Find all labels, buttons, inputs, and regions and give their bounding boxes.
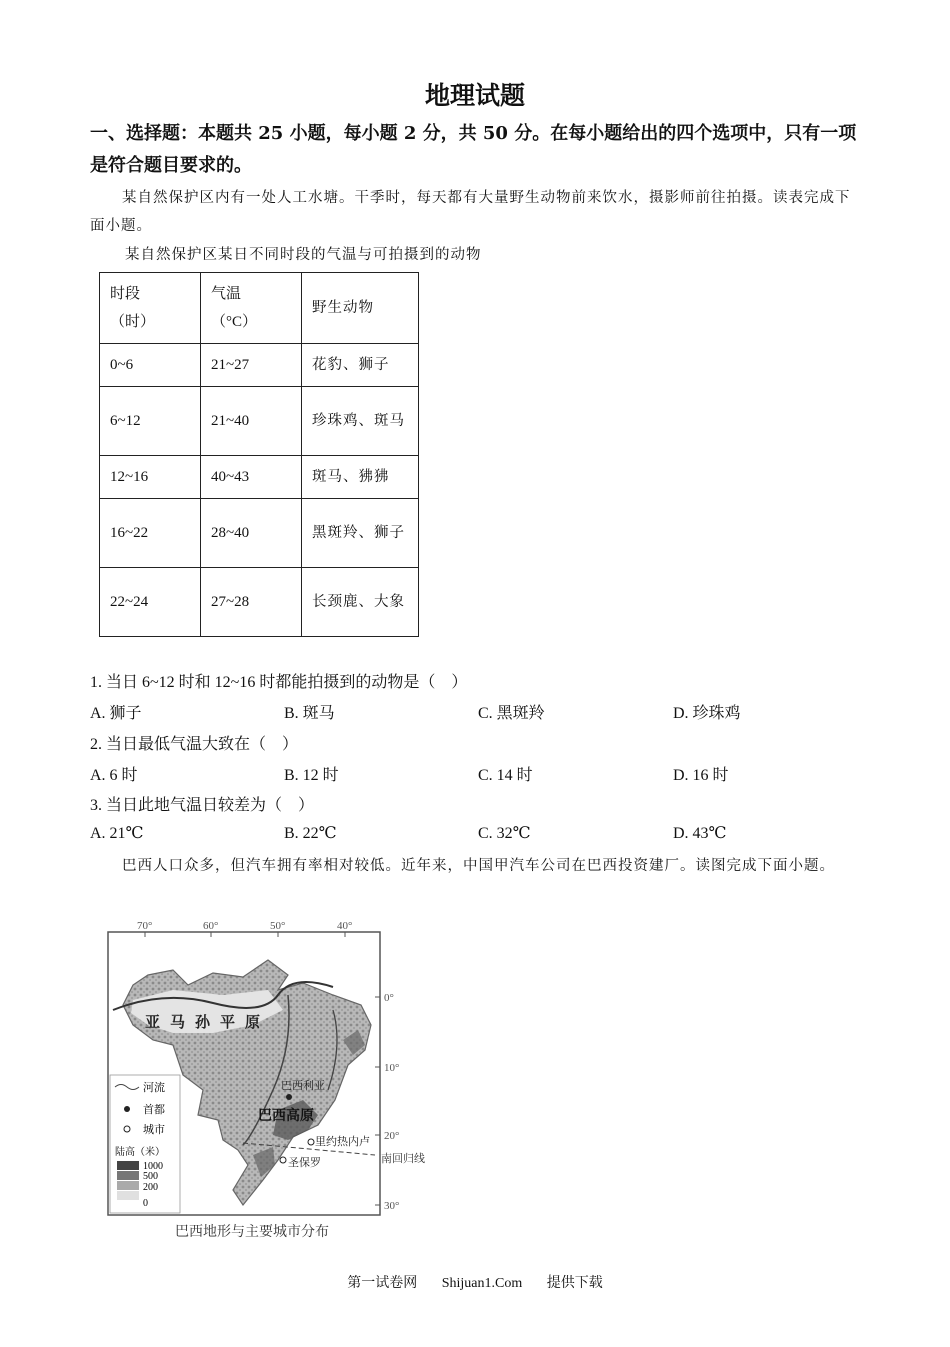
legend-level: 0 <box>143 1198 148 1209</box>
lat-label: 10° <box>384 1062 400 1074</box>
label-amazon-plain: 亚马孙平原 <box>145 1013 271 1031</box>
label-sao-paulo: 圣保罗 <box>288 1156 321 1169</box>
legend-level: 1000 <box>143 1161 163 1172</box>
table-row <box>100 456 419 499</box>
option-b[interactable]: B. 斑马 <box>284 705 335 722</box>
tropic-label: 南回归线 <box>381 1152 425 1165</box>
cell-period: 22~24 <box>100 568 201 637</box>
header-period: 时段（时） <box>100 273 201 344</box>
legend-elevation-title: 陆高（米） <box>115 1147 165 1158</box>
question-3: 3. 当日此地气温日较差为（ ） <box>90 797 315 814</box>
footer-domain[interactable]: Shijuan1.Com <box>441 1276 523 1291</box>
option-c[interactable]: C. 黑斑羚 <box>478 705 545 722</box>
passage-1 <box>90 184 865 240</box>
question-1: 1. 当日 6~12 时和 12~16 时都能拍摄到的动物是（ ） <box>90 674 468 691</box>
cell-period: 16~22 <box>100 499 201 568</box>
label-rio: 里约热内卢 <box>315 1135 370 1148</box>
lon-label: 50° <box>270 920 286 932</box>
cell-temp: 27~28 <box>201 568 302 637</box>
cell-animals: 珍珠鸡、斑马 <box>302 387 419 456</box>
capital-marker <box>286 1094 292 1100</box>
option-a[interactable]: A. 6 时 <box>90 767 138 784</box>
question-2: 2. 当日最低气温大致在（ ） <box>90 736 299 753</box>
lon-label: 60° <box>203 920 219 932</box>
lon-label: 40° <box>337 920 353 932</box>
cell-period: 0~6 <box>100 344 201 387</box>
label-brasilia: 巴西利亚 <box>281 1079 325 1092</box>
table-caption: 某自然保护区某日不同时段的气温与可拍摄到的动物 <box>125 247 482 263</box>
table-row <box>100 499 419 568</box>
option-d[interactable]: D. 43℃ <box>673 825 727 842</box>
city-marker <box>308 1139 314 1145</box>
legend-city: 城市 <box>143 1123 165 1136</box>
cell-animals: 黑斑羚、狮子 <box>302 499 419 568</box>
cell-temp: 21~40 <box>201 387 302 456</box>
map-legend <box>110 1075 180 1213</box>
map-caption: 巴西地形与主要城市分布 <box>175 1224 329 1240</box>
passage-1-text: 某自然保护区内有一处人工水塘。干季时，每天都有大量野生动物前来饮水，摄影师前往拍摄。读表完成下面小题。 <box>90 190 851 234</box>
option-a[interactable]: A. 狮子 <box>90 705 142 722</box>
passage-2 <box>90 852 865 880</box>
table-row <box>100 568 419 637</box>
footer-tail: 提供下载 <box>546 1275 603 1291</box>
cell-animals: 斑马、狒狒 <box>302 456 419 499</box>
header-animals: 野生动物 <box>302 273 419 344</box>
cell-temp: 21~27 <box>201 344 302 387</box>
option-d[interactable]: D. 16 时 <box>673 767 729 784</box>
option-b[interactable]: B. 12 时 <box>284 767 339 784</box>
table-row <box>100 344 419 387</box>
page-footer <box>0 1272 950 1292</box>
option-c[interactable]: C. 14 时 <box>478 767 533 784</box>
page-title: 地理试题 <box>424 81 525 110</box>
cell-animals: 花豹、狮子 <box>302 344 419 387</box>
option-a[interactable]: A. 21℃ <box>90 825 144 842</box>
cell-animals: 长颈鹿、大象 <box>302 568 419 637</box>
cell-temp: 28~40 <box>201 499 302 568</box>
legend-level: 200 <box>143 1182 158 1193</box>
legend-level: 500 <box>143 1171 158 1182</box>
lat-label: 30° <box>384 1200 400 1212</box>
brazil-map <box>103 915 448 1245</box>
city-marker <box>280 1157 286 1163</box>
lon-label: 70° <box>137 920 153 932</box>
legend-river: 河流 <box>143 1081 165 1094</box>
passage-2-text: 巴西人口众多，但汽车拥有率相对较低。近年来，中国甲汽车公司在巴西投资建厂。读图完成下面小题。 <box>122 858 835 874</box>
legend-capital: 首都 <box>143 1103 165 1116</box>
table-header-row <box>100 273 419 344</box>
cell-temp: 40~43 <box>201 456 302 499</box>
cell-period: 6~12 <box>100 387 201 456</box>
option-c[interactable]: C. 32℃ <box>478 825 531 842</box>
option-d[interactable]: D. 珍珠鸡 <box>673 705 741 722</box>
lat-label: 20° <box>384 1130 400 1142</box>
table-row <box>100 387 419 456</box>
data-table <box>99 272 419 637</box>
footer-site: 第一试卷网 <box>347 1275 418 1291</box>
cell-period: 12~16 <box>100 456 201 499</box>
lat-label: 0° <box>384 992 394 1004</box>
option-b[interactable]: B. 22℃ <box>284 825 337 842</box>
label-brazil-highlands: 巴西高原 <box>258 1108 314 1124</box>
header-temp: 气温（°C） <box>201 273 302 344</box>
section-heading: 一、选择题：本题共 25 小题，每小题 2 分，共 50 分。在每小题给出的四个选项中，只有一项是符合题目要求的。 <box>90 123 857 176</box>
